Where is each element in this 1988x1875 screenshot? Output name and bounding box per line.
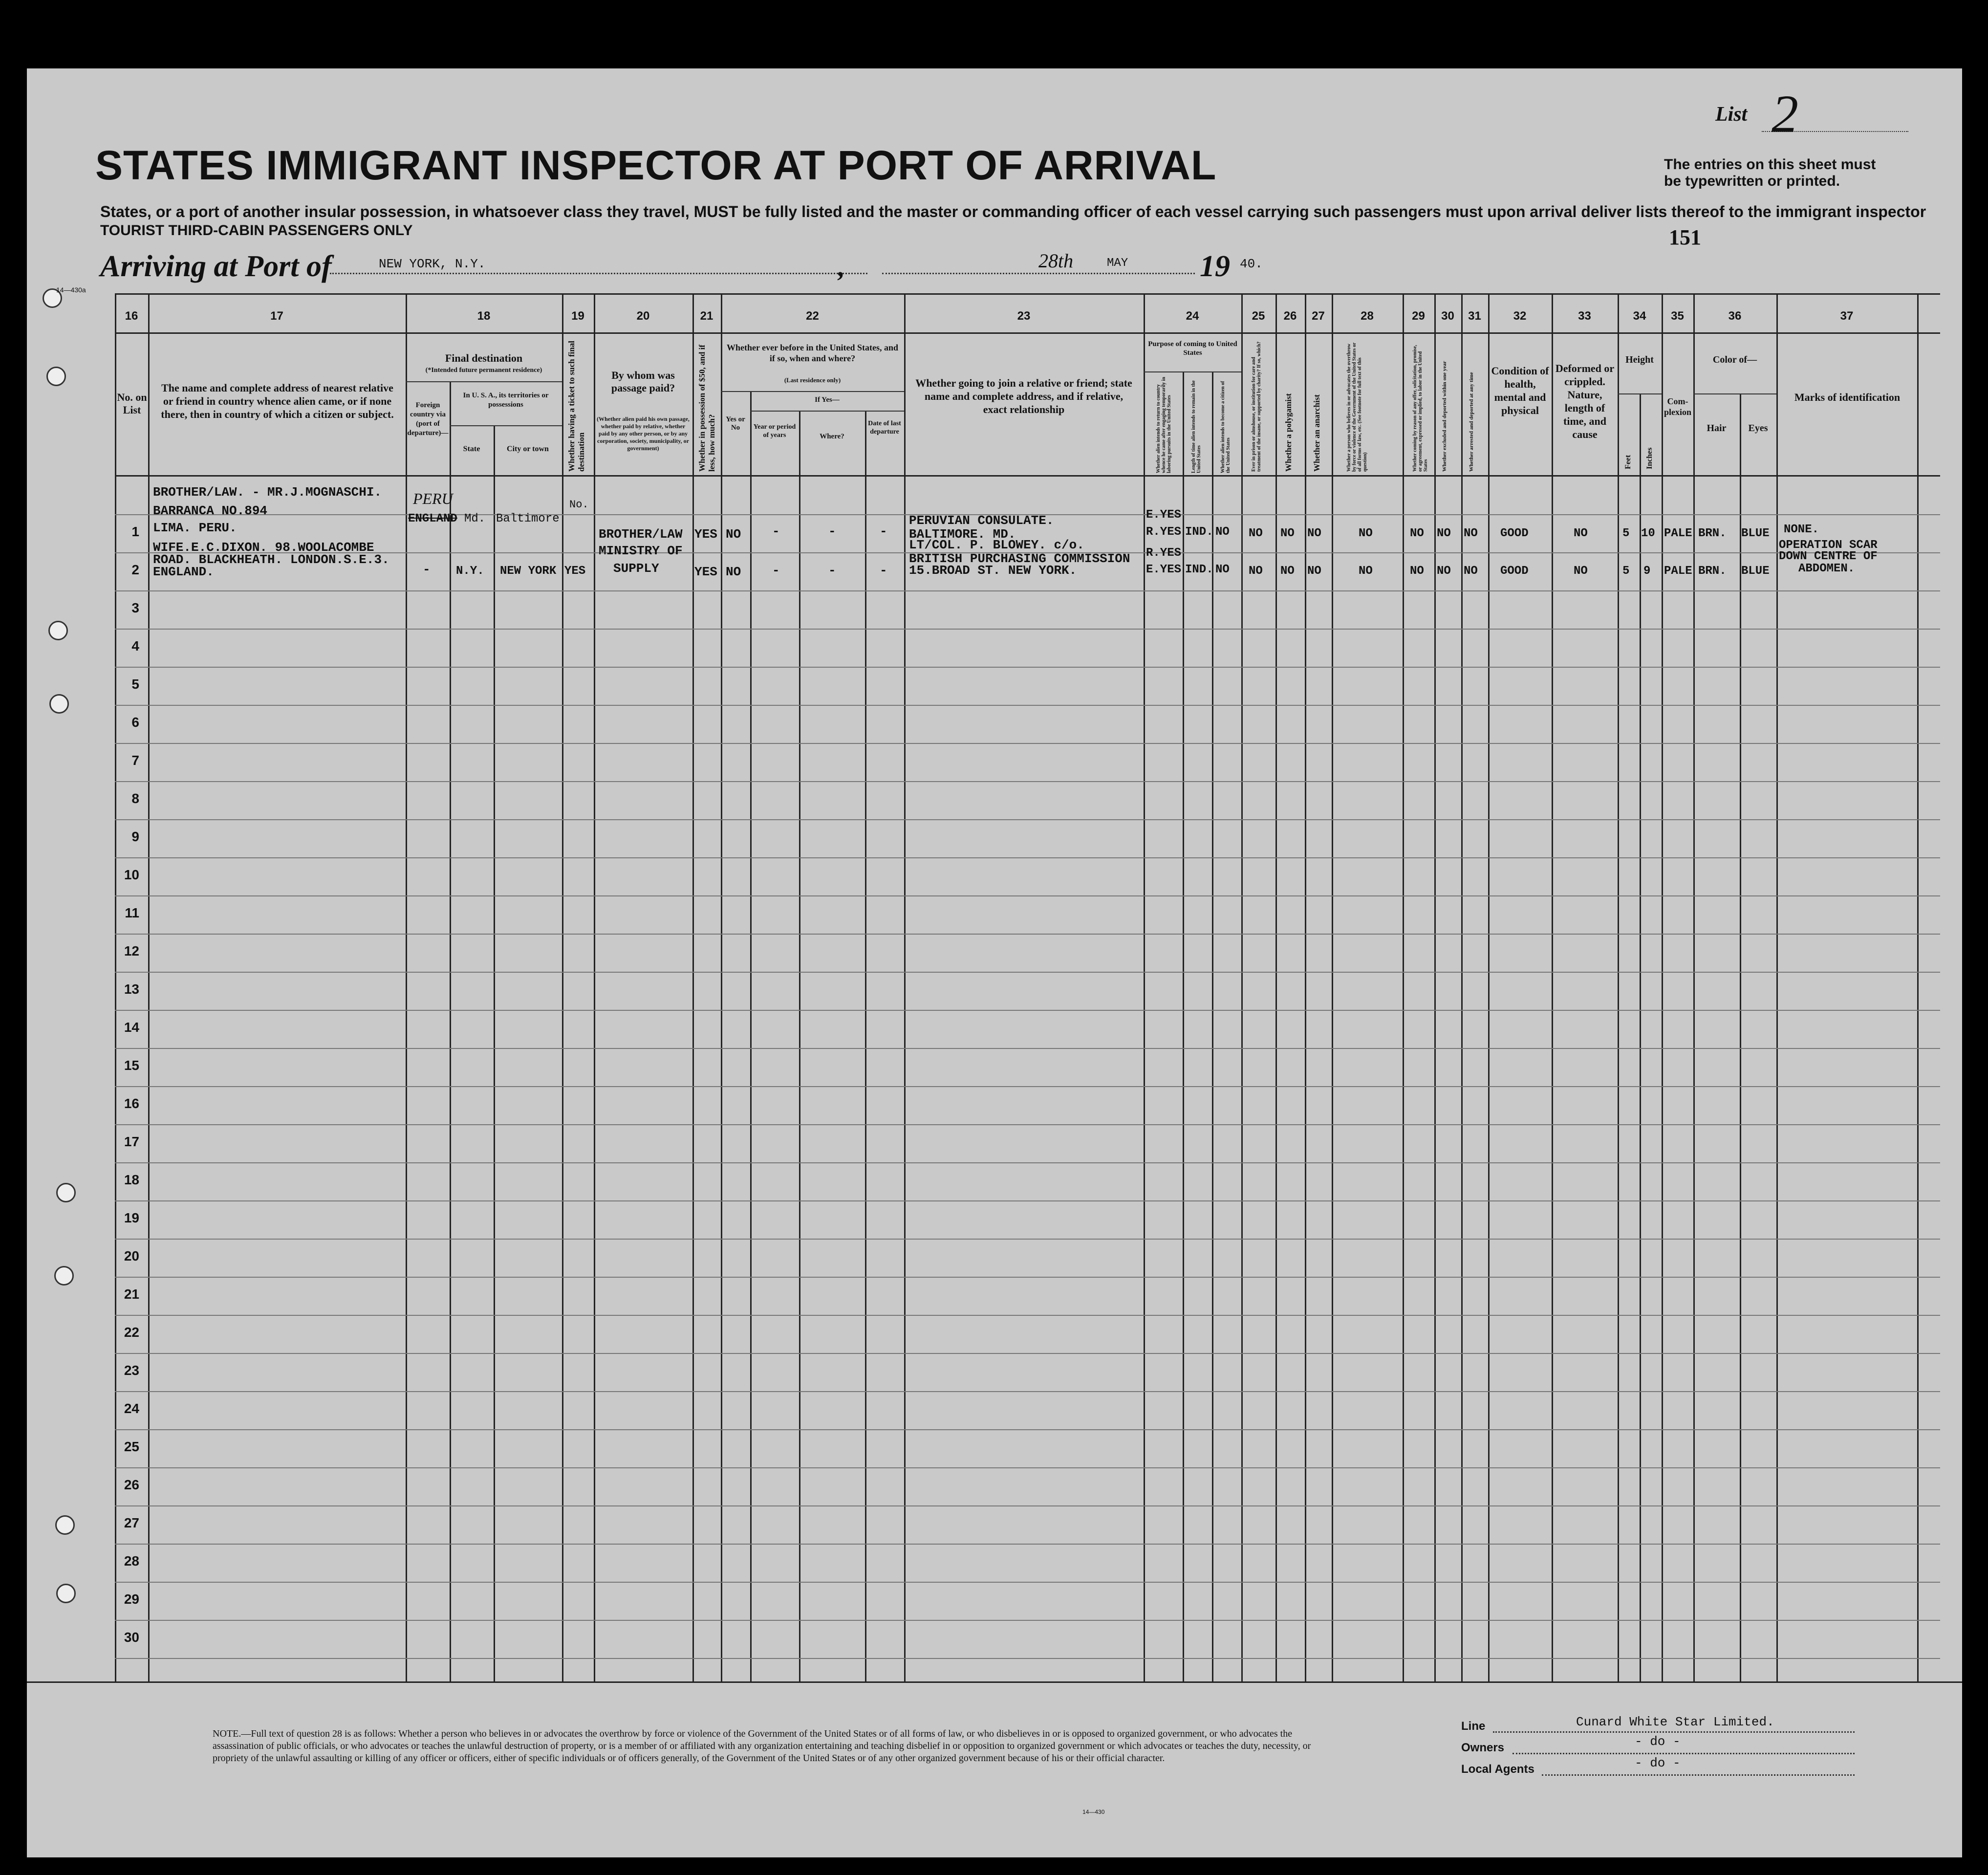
header-q28: Whether a person who believes in or advocates the overthrow by force or violence of the Government of the United States or of all forms of law, etc. (See footnote for full text of this question): [1346, 342, 1368, 472]
column-divider: [1403, 293, 1404, 1681]
row-rule: [115, 629, 1940, 630]
where-value: -: [828, 563, 836, 578]
arrival-month: MAY: [1107, 257, 1128, 270]
purpose-value-2: E.YES: [1146, 563, 1182, 576]
header-feet: Feet: [1624, 455, 1632, 469]
row-number: 18: [124, 1172, 139, 1187]
row-rule: [115, 743, 1940, 744]
row-number: 2: [131, 562, 139, 577]
row-rule: [115, 667, 1940, 668]
row-number: 29: [124, 1592, 139, 1607]
arrested-value: NO: [1464, 527, 1478, 540]
column-divider: [450, 381, 451, 1681]
deformed-value: NO: [1574, 527, 1588, 540]
marks-value: NONE.: [1784, 523, 1819, 536]
column-divider: [1305, 293, 1306, 1681]
row-rule: [115, 1048, 1940, 1049]
row-rule: [115, 1620, 1940, 1621]
column-divider: [1917, 293, 1919, 1681]
header-sub-rule: [1618, 393, 1662, 394]
line-value: Cunard White Star Limited.: [1576, 1715, 1774, 1729]
column-divider: [1640, 393, 1641, 1681]
hair-value: BRN.: [1698, 565, 1727, 578]
header-bottom-rule: [115, 475, 1940, 477]
citizen-value: NO: [1215, 563, 1230, 576]
column-divider: [692, 293, 694, 1681]
owners-label: Owners: [1461, 1741, 1505, 1754]
row-rule: [115, 819, 1940, 820]
header-purpose-c: Whether alien intends to become a citizen of the United States: [1220, 381, 1231, 473]
header-final-destination-sub: (*Intended future permanent residence): [425, 367, 542, 374]
column-divider: [1740, 393, 1741, 1681]
column-number: 21: [700, 309, 713, 323]
row-rule: [115, 590, 1940, 591]
row-rule: [115, 1391, 1940, 1392]
header-ticket: Whether having a ticket to such final destination: [567, 341, 586, 472]
column-divider: [1144, 293, 1145, 1681]
feet-value: 5: [1622, 565, 1630, 578]
row-rule: [115, 1315, 1940, 1316]
q28-value: NO: [1359, 565, 1373, 578]
column-number: 32: [1513, 309, 1527, 323]
row-number: 12: [124, 943, 139, 959]
port-value: NEW YORK, N.Y.: [379, 257, 486, 271]
header-city: City or town: [507, 445, 549, 453]
punch-hole: [55, 1515, 75, 1535]
instructions: States, or a port of another insular possession, in whatsoever class they travel, MUST be fully listed and the master or commanding officer of each vessel carrying such passengers must upon arrival deliver lists thereof to the immigrant inspector: [100, 203, 1926, 220]
departure-value: -: [880, 524, 887, 539]
purpose-value-2: R.YES: [1146, 525, 1182, 539]
column-divider: [750, 391, 752, 1681]
punch-hole: [56, 1584, 76, 1603]
row-rule: [115, 1505, 1940, 1506]
inches-value: 9: [1643, 565, 1651, 578]
paid-by-line: SUPPLY: [613, 561, 659, 576]
row-number: 9: [131, 829, 139, 844]
length-value: IND.: [1185, 563, 1213, 576]
table-bottom-rule: [27, 1681, 1962, 1683]
header-marks: Marks of identification: [1794, 391, 1901, 403]
typed-notice: The entries on this sheet must be typewritten or printed.: [1664, 156, 1876, 189]
header-final-destination: Final destination: [445, 352, 523, 364]
row-number: 3: [131, 600, 139, 615]
header-before-in-us: Whether ever before in the United States, and if so, when and where?: [727, 343, 898, 363]
header-before-in-us-sub: (Last residence only): [784, 376, 841, 384]
column-divider: [1183, 371, 1184, 1681]
row-number: 27: [124, 1515, 139, 1530]
punch-hole: [56, 1183, 76, 1202]
header-departure: Date of last departure: [868, 420, 901, 436]
column-divider: [799, 411, 800, 1681]
ticket-value: YES: [564, 565, 586, 578]
column-divider: [494, 425, 495, 1681]
row-rule: [115, 934, 1940, 935]
year-value: -: [772, 563, 780, 578]
marks-line: OPERATION SCAR: [1779, 539, 1878, 552]
header-purpose-a: Whether alien intends to return to country whence he came after engaging temporarily in laboring pursuits in the United States: [1156, 377, 1172, 473]
row-number: 26: [124, 1477, 139, 1492]
paid-by-line: MINISTRY OF: [599, 544, 683, 558]
column-divider: [1275, 293, 1277, 1681]
relative-line: LIMA. PERU.: [153, 521, 237, 535]
agents-label: Local Agents: [1461, 1763, 1534, 1776]
port-comma: ,: [838, 252, 845, 283]
header-labor-offer: Whether coming by reason of any offer, solicitation, promise, or agreement, expressed or implied, to labor in the United States: [1412, 345, 1428, 472]
column-divider: [904, 293, 906, 1681]
header-sub-rule: [1144, 371, 1241, 372]
row-number: 7: [131, 753, 139, 768]
row-number: 14: [124, 1020, 139, 1035]
row-rule: [115, 1582, 1940, 1583]
column-number: 36: [1728, 309, 1742, 323]
row-rule: [115, 895, 1940, 896]
city-value: Baltimore: [496, 512, 560, 525]
relative-line: WIFE.E.C.DIXON. 98.WOOLACOMBE: [153, 540, 374, 555]
complexion-value: PALE: [1664, 565, 1692, 578]
column-number: 18: [477, 309, 491, 323]
complexion-value: PALE: [1664, 527, 1692, 540]
paid-by-value: BROTHER/LAW: [599, 527, 683, 542]
column-number: 25: [1252, 309, 1265, 323]
header-inches: Inches: [1645, 447, 1654, 469]
year-suffix: 40.: [1240, 257, 1263, 271]
number-row-rule: [115, 332, 1940, 334]
header-purpose: Purpose of coming to United States: [1148, 340, 1237, 357]
column-divider: [865, 411, 866, 1681]
labor-value: NO: [1410, 565, 1424, 578]
year-prefix: 19: [1200, 250, 1230, 283]
row-rule: [115, 1239, 1940, 1240]
marks-line: DOWN CENTRE OF: [1779, 550, 1878, 563]
column-number: 37: [1840, 309, 1854, 323]
state-value: N.Y.: [456, 565, 484, 578]
before-value: NO: [726, 527, 741, 542]
header-paid-by-sub: (Whether alien paid his own passage, whether paid by relative, whether paid by any other person, or by any corporation, society, municipality, or government): [597, 415, 690, 452]
column-number: 34: [1633, 309, 1646, 323]
relative-line: BARRANCA NO.894: [153, 503, 268, 518]
column-divider: [594, 293, 595, 1681]
agents-underline: [1542, 1774, 1855, 1776]
row-number: 6: [131, 715, 139, 730]
polygamist-value: NO: [1280, 527, 1295, 540]
row-rule: [115, 1544, 1940, 1545]
eyes-value: BLUE: [1741, 527, 1770, 540]
row-rule: [115, 1429, 1940, 1430]
page-number: 151: [1669, 225, 1701, 249]
arrested-value: NO: [1464, 565, 1478, 578]
owners-underline: [1513, 1753, 1855, 1754]
agents-value: - do -: [1635, 1756, 1681, 1770]
arriving-label: Arriving at Port of: [100, 250, 332, 283]
eyes-value: BLUE: [1741, 565, 1770, 578]
row-rule: [115, 1086, 1940, 1087]
health-value: GOOD: [1500, 565, 1529, 578]
list-underline: [1762, 131, 1908, 132]
column-divider: [1332, 293, 1333, 1681]
owners-value: - do -: [1635, 1734, 1681, 1749]
column-number: 17: [270, 309, 283, 323]
row-number: 1: [131, 524, 139, 539]
column-divider: [1488, 293, 1490, 1681]
header-yes-no: Yes or No: [726, 415, 745, 432]
header-color: Color of—: [1712, 354, 1757, 365]
relative-line: BROTHER/LAW. - MR.J.MOGNASCHI.: [153, 485, 382, 500]
header-prison: Ever in prison or almshouse, or institution for care and treatment of the insane, or supported by charity? If so, which?: [1251, 341, 1262, 472]
column-number: 26: [1283, 309, 1297, 323]
header-foreign-country: Foreign country via (port of departure)—: [407, 401, 449, 437]
row-number: 28: [124, 1553, 139, 1569]
page-title: STATES IMMIGRANT INSPECTOR AT PORT OF ARRIVAL: [95, 142, 1217, 188]
ticket-value: No.: [569, 499, 589, 511]
row-number: 13: [124, 981, 139, 997]
fifty-value: YES: [694, 565, 717, 579]
class-line: TOURIST THIRD-CABIN PASSENGERS ONLY: [100, 222, 413, 239]
row-rule: [115, 1200, 1940, 1201]
row-number: 17: [124, 1134, 139, 1149]
column-number: 35: [1671, 309, 1684, 323]
row-number: 25: [124, 1439, 139, 1454]
header-where: Where?: [820, 433, 844, 440]
foreign-country: PERU: [413, 490, 453, 507]
header-year: Year or period of years: [753, 423, 796, 439]
relative-line: ENGLAND.: [153, 565, 214, 579]
row-number: 23: [124, 1363, 139, 1378]
header-if-yes: If Yes—: [815, 396, 840, 404]
header-joining: Whether going to join a relative or friend; state name and complete address, and if relative, exact relationship: [915, 377, 1132, 415]
column-number: 33: [1578, 309, 1591, 323]
joining-line: BRITISH PURCHASING COMMISSION: [909, 551, 1130, 566]
column-number: 16: [125, 309, 138, 323]
column-divider: [721, 293, 722, 1681]
anarchist-value: NO: [1307, 565, 1321, 578]
port-underline: [330, 273, 867, 274]
departure-value: -: [880, 563, 887, 578]
city-value: NEW YORK: [500, 565, 557, 578]
column-number: 20: [636, 309, 650, 323]
joining-line: LT/COL. P. BLOWEY. c/o.: [909, 538, 1084, 552]
joining-line: 15.BROAD ST. NEW YORK.: [909, 563, 1077, 578]
row-number: 16: [124, 1096, 139, 1111]
form-code: 14—430a: [56, 286, 86, 294]
row-number: 24: [124, 1401, 139, 1416]
column-divider: [562, 293, 563, 1681]
column-divider: [148, 293, 150, 1681]
header-height: Height: [1625, 354, 1654, 365]
column-number: 22: [806, 309, 819, 323]
before-value: NO: [726, 565, 741, 579]
marks-line: ABDOMEN.: [1798, 562, 1855, 575]
row-number: 11: [125, 905, 139, 920]
row-rule: [115, 781, 1940, 782]
column-number: 29: [1412, 309, 1425, 323]
excluded-value: NO: [1437, 527, 1451, 540]
prison-value: NO: [1249, 565, 1263, 578]
row-number: 20: [124, 1248, 139, 1264]
column-divider: [1662, 293, 1663, 1681]
header-state: State: [463, 445, 480, 453]
column-divider: [1552, 293, 1553, 1681]
column-number: 31: [1468, 309, 1481, 323]
column-divider: [1693, 293, 1695, 1681]
where-value: -: [828, 524, 836, 539]
list-number: 2: [1772, 84, 1798, 144]
citizen-value: NO: [1215, 525, 1230, 539]
row-number: 30: [124, 1630, 139, 1645]
column-divider: [1461, 293, 1463, 1681]
purpose-value: E.YES: [1146, 508, 1182, 522]
header-paid-by: By whom was passage paid?: [611, 369, 675, 394]
joining-line: BALTIMORE. MD.: [909, 527, 1016, 542]
header-arrested: Whether arrested and deported at any time: [1469, 372, 1474, 472]
header-hair: Hair: [1707, 423, 1727, 434]
polygamist-value: NO: [1280, 565, 1295, 578]
column-divider: [1776, 293, 1778, 1681]
header-sub-rule: [1693, 393, 1776, 394]
header-complexion: Com- plexion: [1664, 396, 1691, 417]
state-value: Md.: [464, 512, 486, 525]
row-number: 4: [131, 638, 139, 654]
prison-value: NO: [1249, 527, 1263, 540]
row-number: 15: [124, 1058, 139, 1073]
row-number: 22: [124, 1325, 139, 1340]
health-value: GOOD: [1500, 527, 1529, 540]
column-divider: [406, 293, 407, 1681]
year-value: -: [772, 524, 780, 539]
header-excluded: Whether excluded and deported within one year: [1442, 361, 1448, 472]
foreign-country: -: [423, 562, 431, 577]
excluded-value: NO: [1437, 565, 1451, 578]
row-number: 19: [124, 1210, 139, 1225]
header-sub-rule: [406, 381, 562, 382]
row-number: 10: [124, 867, 139, 882]
arrival-day: 28th: [1038, 250, 1074, 272]
row-rule: [115, 972, 1940, 973]
fifty-value: YES: [694, 527, 717, 542]
punch-hole: [54, 1266, 74, 1286]
header-health: Condition of health, mental and physical: [1491, 365, 1549, 416]
table-top-rule: [115, 293, 1940, 295]
header-deformed: Deformed or crippled. Nature, length of time, and cause: [1555, 362, 1615, 440]
footnote: NOTE.—Full text of question 28 is as follows: Whether a person who believes in or advocates the overthrow by force or violence of the Government of the United States or of all forms of law, or who disbelieves in or is opposed to organized government, or who advocates the assassination of public officials, or who advocates or teaches the unlawful destruction of property, or is a member of or affiliated with any organization entertaining and teaching disbelief in or opposition to organized government or which advocates or teaches the duty, necessity, or propriety of the unlawful assaulting or killing of any officer or officers, either of specific individuals or of officers generally, of the Government of the United States or of any other organized government because of his or their official character.: [213, 1728, 1311, 1764]
row-rule: [115, 1010, 1940, 1011]
row-number: 21: [124, 1286, 139, 1302]
deformed-value: NO: [1574, 565, 1588, 578]
row-rule: [115, 1353, 1940, 1354]
row-rule: [115, 1277, 1940, 1278]
header-sub-rule: [721, 391, 904, 392]
column-divider: [1241, 293, 1243, 1681]
column-number: 23: [1017, 309, 1031, 323]
header-eyes: Eyes: [1748, 423, 1768, 434]
header-anarchist: Whether an anarchist: [1312, 394, 1321, 472]
column-number: 30: [1441, 309, 1454, 323]
inches-value: 10: [1641, 527, 1655, 540]
header-purpose-b: Length of time alien intends to remain in the United States: [1191, 380, 1202, 473]
punch-hole: [46, 367, 66, 386]
row-rule: [115, 705, 1940, 706]
anarchist-value: NO: [1307, 527, 1321, 540]
manifest-sheet: [27, 68, 1962, 1857]
punch-hole: [48, 621, 68, 640]
row-rule: [115, 1162, 1940, 1163]
row-rule: [115, 1467, 1940, 1468]
row-number: 8: [131, 791, 139, 806]
punch-hole: [49, 694, 69, 714]
row-rule: [115, 1658, 1940, 1659]
list-label: List: [1715, 103, 1748, 126]
foreign-country-struck: ENGLAND: [408, 512, 457, 525]
header-usa: In U. S. A., its territories or possessions: [463, 392, 549, 409]
joining-line: PERUVIAN CONSULATE.: [909, 513, 1054, 528]
column-number: 19: [571, 309, 584, 323]
labor-value: NO: [1410, 527, 1424, 540]
column-divider: [1618, 293, 1619, 1681]
column-divider: [1434, 293, 1436, 1681]
date-underline: [882, 273, 1195, 274]
header-no-on-list: No. on List: [117, 391, 147, 416]
header-polygamist: Whether a polygamist: [1284, 393, 1293, 472]
column-number: 27: [1312, 309, 1325, 323]
purpose-value: R.YES: [1146, 546, 1182, 560]
hair-value: BRN.: [1698, 527, 1727, 540]
q28-value: NO: [1359, 527, 1373, 540]
relative-line: ROAD. BLACKHEATH. LONDON.S.E.3.: [153, 552, 389, 567]
header-fifty-dollars: Whether in possession of $50, and if less, how much?: [697, 345, 716, 472]
header-sub-rule: [750, 411, 904, 412]
feet-value: 5: [1622, 527, 1630, 540]
line-label: Line: [1461, 1720, 1486, 1733]
header-relative: The name and complete address of nearest relative or friend in country whence alien came, or if none there, then in country of which a citizen or subject.: [161, 382, 394, 420]
row-rule: [115, 1124, 1940, 1125]
row-number: 5: [131, 676, 139, 692]
column-number: 24: [1186, 309, 1199, 323]
header-sub-rule: [450, 425, 562, 426]
column-number: 28: [1361, 309, 1374, 323]
footnote-code: 14—430: [1082, 1809, 1105, 1815]
row-rule: [115, 857, 1940, 858]
line-underline: [1493, 1731, 1855, 1733]
length-value: IND.: [1185, 525, 1213, 539]
